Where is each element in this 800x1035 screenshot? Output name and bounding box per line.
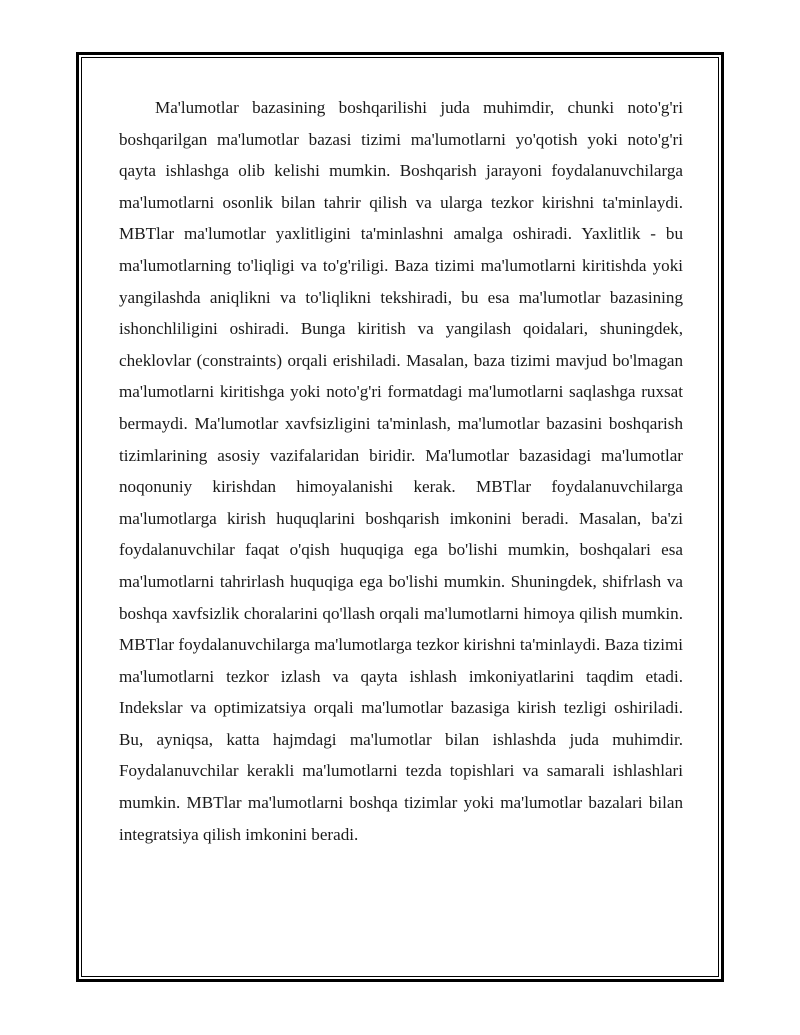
body-paragraph: Ma'lumotlar bazasining boshqarilishi juda muhimdir, chunki noto'g'ri boshqarilgan ma'lumotlar bazasi tizimi ma'lumotlarni yo'qotish yoki noto'g'ri qayta ishlashga olib kelishi mumkin. Boshqarish jarayoni foydalanuvchilarga ma'lumotlarni osonlik bilan tahrir qilish va ularga tezkor kirishni ta'minlaydi. MBTlar ma'lumotlar yaxlitligini ta'minlashni amalga oshiradi. Yaxlitlik - bu ma'lumotlarning to'liqligi va to'g'riligi. Baza tizimi ma'lumotlarni kiritishda yoki yangilashda aniqlikni va to'liqlikni tekshiradi, bu esa ma'lumotlar bazasining ishonchliligini oshiradi. Bunga kiritish va yangilash qoidalari, shuningdek, cheklovlar (constraints) orqali erishiladi. Masalan, baza tizimi mavjud bo'lmagan ma'lumotlarni kiritishga yoki noto'g'ri formatdagi ma'lumotlarni saqlashga ruxsat bermaydi. Ma'lumotlar xavfsizligini ta'minlash, ma'lumotlar bazasini boshqarish tizimlarining asosiy vazifalaridan biridir. Ma'lumotlar bazasidagi ma'lumotlar noqonuniy kirishdan himoyalanishi kerak. MBTlar foydalanuvchilarga ma'lumotlarga kirish huquqlarini boshqarish imkonini beradi. Masalan, ba'zi foydalanuvchilar faqat o'qish huquqiga ega bo'lishi mumkin, boshqalari esa ma'lumotlarni tahrirlash huquqiga ega bo'lishi mumkin. Shuningdek, shifrlash va boshqa xavfsizlik choralarini qo'llash orqali ma'lumotlarni himoya qilish mumkin. MBTlar foydalanuvchilarga ma'lumotlarga tezkor kirishni ta'minlaydi. Baza tizimi ma'lumotlarni tezkor izlash va qayta ishlash imkoniyatlarini taqdim etadi. Indekslar va optimizatsiya orqali ma'lumotlar bazasiga kirish tezligi oshiriladi. Bu, ayniqsa, katta hajmdagi ma'lumotlar bilan ishlashda juda muhimdir. Foydalanuvchilar kerakli ma'lumotlarni tezda topishlari va samarali ishlashlari mumkin. MBTlar ma'lumotlarni boshqa tizimlar yoki ma'lumotlar bazalari bilan integratsiya qilish imkonini beradi.: [119, 98, 683, 844]
